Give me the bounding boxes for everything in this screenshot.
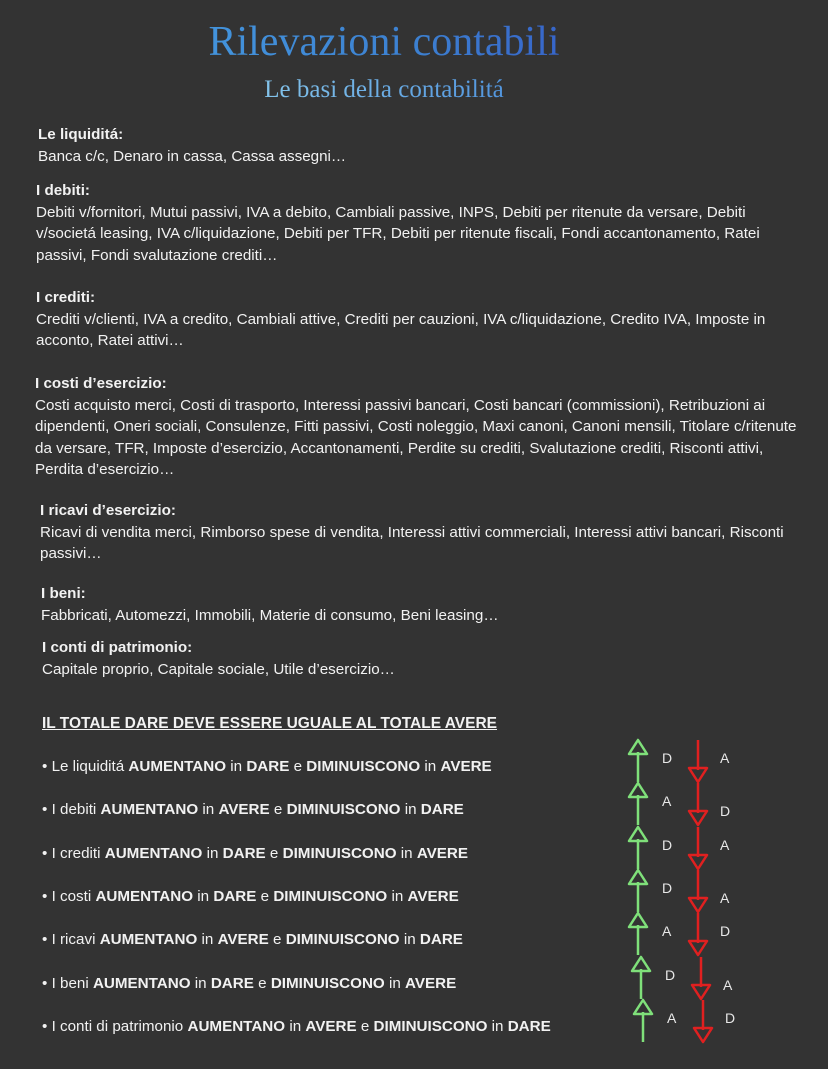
section-heading: I debiti: [36,182,90,199]
rule-increase: AUMENTANO [99,931,198,948]
connector-in: in [400,845,413,862]
connector-in: in [202,801,215,818]
connector-in: in [230,758,243,775]
arrow-down-label: A [723,977,733,993]
connector-in: in [201,931,214,948]
rule-increase-side: DARE [246,758,290,775]
connector-and: e [260,888,270,905]
rule-row [42,975,456,992]
page-title: Rilevazioni contabili [0,18,768,66]
rule-row [42,1018,551,1035]
rule-decrease-side: DARE [419,931,463,948]
arrow-down-label: D [720,803,731,819]
rule-row [42,801,464,818]
rule-increase-side: DARE [213,888,257,905]
connector-and: e [360,1018,370,1035]
arrow-up-label: D [662,750,673,766]
section-heading: I beni: [41,585,86,602]
connector-in: in [424,758,437,775]
arrow-down-icon [686,740,710,786]
bullet: • [42,801,48,818]
section-heading: Le liquiditá: [38,126,124,143]
rule-subject: I debiti [51,801,97,818]
arrow-up-icon [626,738,650,784]
connector-and: e [273,801,283,818]
connector-in: in [491,1018,504,1035]
rule-increase: AUMENTANO [187,1018,286,1035]
rule-decrease-side: DARE [420,801,464,818]
rule-row [42,888,459,905]
arrow-down-icon [689,957,713,1003]
rule-decrease-side: AVERE [416,845,469,862]
arrow-up-icon [626,781,650,827]
arrow-down-label: A [720,890,730,906]
section-heading: I crediti: [36,289,96,306]
rule-increase: AUMENTANO [92,975,191,992]
rule-decrease-side: AVERE [407,888,459,905]
rule-row [42,758,492,775]
connector-in: in [197,888,210,905]
rule-decrease: DIMINUISCONO [273,888,388,905]
section [40,500,790,565]
bullet: • [42,758,48,775]
rule-decrease-side: DARE [507,1018,551,1035]
arrow-up-label: D [665,967,676,983]
connector-in: in [404,801,417,818]
section-text: Ricavi di vendita merci, Rimborso spese di vendita, Interessi attivi commerciali, Interessi attivi bancari, Risconti passivi… [40,523,784,562]
bullet: • [42,845,48,862]
connector-in: in [289,1018,302,1035]
arrow-down-label: D [725,1010,736,1026]
bullet: • [42,1018,48,1035]
section-text: Costi acquisto merci, Costi di trasporto, Interessi passivi bancari, Costi bancari (commissioni), Retribuzioni ai dipendenti, Oneri sociali, Consulenze, Fitti passivi, Costi noleggio, Maxi canoni, Canoni mensili, Titolare c/ritenute da versare, TFR, Imposte d’esercizio, Accantonamenti, Perdite su crediti, Svalutazione crediti, Risconti attivi, Perdita d’esercizio… [35,396,797,478]
section-text: Debiti v/fornitori, Mutui passivi, IVA a debito, Cambiali passive, INPS, Debiti per ritenute da versare, Debiti v/societá leasing, IVA c/liquidazione, Debiti per TFR, Debiti per ritenute fiscali, Fondi accantonamento, Ratei passivi, Fondi svalutazione crediti… [36,203,760,264]
section-heading: I costi d’esercizio: [35,375,167,392]
rule-subject: I costi [51,888,92,905]
section [36,180,796,266]
arrow-down-label: A [720,837,730,853]
bullet: • [42,931,48,948]
rule-decrease: DIMINUISCONO [285,931,400,948]
arrow-up-icon [626,911,650,957]
rule-decrease: DIMINUISCONO [373,1018,488,1035]
rule-increase-side: DARE [222,845,266,862]
section [38,124,798,167]
connector-and: e [269,845,279,862]
arrow-down-icon [691,1000,715,1046]
rule-decrease-side: AVERE [405,975,457,992]
rule-subject: Le liquiditá [51,758,125,775]
rule-increase: AUMENTANO [128,758,227,775]
arrow-down-icon [686,913,710,959]
section [36,287,796,352]
rule-row [42,931,463,948]
section-text: Fabbricati, Automezzi, Immobili, Materie di consumo, Beni leasing… [41,606,499,624]
arrow-down-icon [686,783,710,829]
arrow-pair [631,998,761,1042]
arrow-down-label: A [720,750,730,766]
arrow-pair [626,911,756,955]
arrow-down-icon [686,827,710,873]
arrow-pair [626,738,756,782]
rule-increase-side: AVERE [217,931,269,948]
connector-and: e [258,975,267,992]
connector-in: in [388,975,401,992]
arrow-up-label: D [662,880,673,896]
arrow-pair [626,781,756,825]
rule-subject: I conti di patrimonio [51,1018,184,1035]
page-subtitle: Le basi della contabilitá [0,76,768,104]
rule-subject: I beni [51,975,89,992]
bullet: • [42,888,48,905]
arrow-down-label: D [720,923,731,939]
rule-decrease: DIMINUISCONO [286,801,401,818]
rule-increase-side: AVERE [218,801,270,818]
rule-increase-side: DARE [210,975,254,992]
section-text: Crediti v/clienti, IVA a credito, Cambiali attive, Crediti per cauzioni, IVA c/liquidazione, Credito IVA, Imposte in acconto, Ratei attivi… [36,310,766,349]
arrow-pair [626,868,756,912]
section [42,637,792,680]
rule-decrease: DIMINUISCONO [282,845,397,862]
section [35,373,800,481]
arrow-up-label: A [662,793,672,809]
arrow-up-label: D [662,837,673,853]
arrow-up-icon [626,825,650,871]
connector-in: in [206,845,219,862]
bullet: • [42,975,48,992]
arrow-up-icon [629,955,653,1001]
rule-decrease-side: AVERE [440,758,492,775]
arrow-down-icon [686,870,710,916]
section-text: Capitale proprio, Capitale sociale, Utile d’esercizio… [42,660,395,678]
connector-and: e [293,758,303,775]
section-heading: I conti di patrimonio: [42,639,193,656]
arrow-up-label: A [662,923,672,939]
arrow-up-icon [631,998,655,1044]
arrow-up-label: A [667,1010,677,1026]
rules-heading: IL TOTALE DARE DEVE ESSERE UGUALE AL TOTALE AVERE [42,715,498,732]
rule-row [42,845,468,862]
connector-in: in [391,888,404,905]
rule-subject: I ricavi [51,931,96,948]
arrow-pair [626,825,756,869]
rule-increase: AUMENTANO [95,888,194,905]
rule-increase: AUMENTANO [104,845,203,862]
section [41,583,791,626]
connector-and: e [273,931,282,948]
rule-subject: I crediti [51,845,101,862]
rule-increase-side: AVERE [305,1018,357,1035]
rule-decrease: DIMINUISCONO [306,758,421,775]
arrow-up-icon [626,868,650,914]
section-text: Banca c/c, Denaro in cassa, Cassa assegni… [38,147,347,165]
connector-in: in [194,975,207,992]
rule-decrease: DIMINUISCONO [270,975,385,992]
rule-increase: AUMENTANO [100,801,199,818]
arrow-pair [629,955,759,999]
connector-in: in [403,931,416,948]
section-heading: I ricavi d’esercizio: [40,502,176,519]
